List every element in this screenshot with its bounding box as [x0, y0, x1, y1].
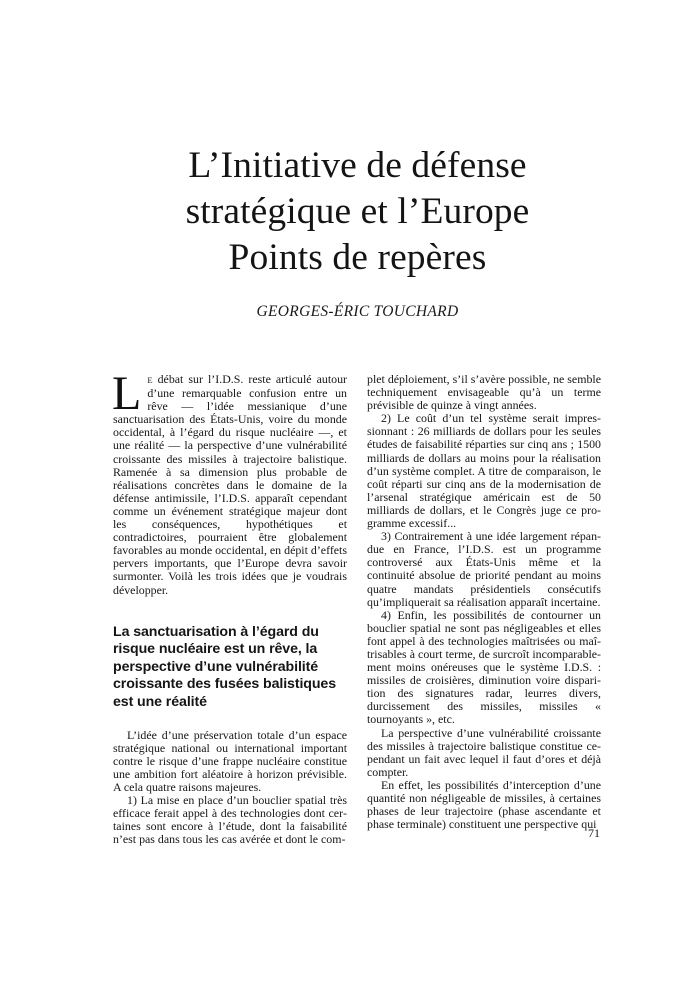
intro-paragraph: [112, 367, 347, 597]
drop-cap: L: [112, 367, 142, 420]
body-paragraph: 1) La mise en place d’un bouclier spatial très efficace ferait appel à des technologies dont certaines sont encore à l’étude, dont la faisabilité n’est pas dans tous les cas avérée et dont le com-: [113, 793, 347, 847]
left-column: [112, 367, 347, 847]
author-name: GEORGES-ÉRIC TOUCHARD: [256, 303, 459, 320]
small-cap: E: [147, 375, 153, 385]
body-paragraph-continued: plet déploiement, s’il s’avère possible, ne semble techniquement envisageable qu’à un terme prévisible de quinze à vingt années.: [367, 372, 601, 413]
body-paragraph: En effet, les possibilités d’interception d’une quantité non négligeable de missiles, à certaines phases de leur trajectoire (phase ascendante et phase terminale) constituent une perspective qui: [367, 777, 601, 832]
body-paragraph: L’idée d’une préservation totale d’un espace stratégique national ou international important contre le risque d’une frappe nucléaire constitue une ambition fort aléatoire à horizon prévisible. A cela quatre raisons majeures.: [113, 727, 347, 794]
title-line-2: stratégique et l’Europe: [185, 191, 530, 232]
section-heading: La sanctuarisation à l’égard du risque nucléaire est un rêve, la perspective d’une vulnérabilité croissante des fusées balistiques est une réalité: [113, 623, 337, 710]
intro-text: débat sur l’I.D.S. reste articulé autour d’une remarquable confusion entre un rêve — l’idée messianique d’une sanctuarisation des États-Unis, voire du monde occidental, à l’égard du risque nucléaire —, et une réalité — la perspective d’une vulnérabilité croissante des missiles à trajectoire balistique. Ramenée à sa dimension plus probable de réalisations concrètes dans le domaine de la défense antimissile, l’I.D.S. apparaît cependant comme un événement stratégique majeur dont les conséquences, hypothétiques et contradictoires, pourraient être globalement favorables au monde occidental, en dépit d’effets pervers importants, que l’Europe devra savoir surmonter. Voilà les trois idées que je voudrais développer.: [113, 372, 347, 597]
body-paragraph: 4) Enfin, les possibilités de contourner un bouclier spatial ne sont pas négligeables et elles font appel à des technologies maîtrisées ou maîtrisables à court terme, de surcroît incomparablement moins onéreuses que le système I.D.S. : missiles de croisières, diminution voire disparition des signatures radar, leurres divers, durcissement des missiles, missiles « tournoyants », etc.: [367, 607, 601, 727]
body-paragraph: 2) Le coût d’un tel système serait impressionnant : 26 milliards de dollars pour les seules études de faisabilité réparties sur cinq ans ; 1500 milliards de dollars au moins pour la réalisation d’un système complet. A titre de comparaison, le coût réparti sur cinq ans de la modernisation de l’arsenal stratégique américain est de 50 milliards de dollars, et le Congrès juge ce programme excessif...: [367, 411, 601, 531]
right-column: [367, 373, 601, 831]
title-line-3: Points de repères: [228, 237, 487, 278]
title-line-1: L’Initiative de défense: [188, 145, 527, 186]
article-title: [120, 143, 595, 281]
page-number: 71: [588, 826, 600, 840]
body-paragraph: 3) Contrairement à une idée largement répandue en France, l’I.D.S. est un programme controversé aux États-Unis même et la continuité absolue de priorité pendant au moins quatre mandats présidentiels consécutifs qu’impliquerait sa réalisation apparaît incertaine.: [367, 529, 601, 609]
body-paragraph: La perspective d’une vulnérabilité croissante des missiles à trajectoire balistique constitue cependant un fait avec lequel il faut d’ores et déjà compter.: [367, 725, 601, 779]
